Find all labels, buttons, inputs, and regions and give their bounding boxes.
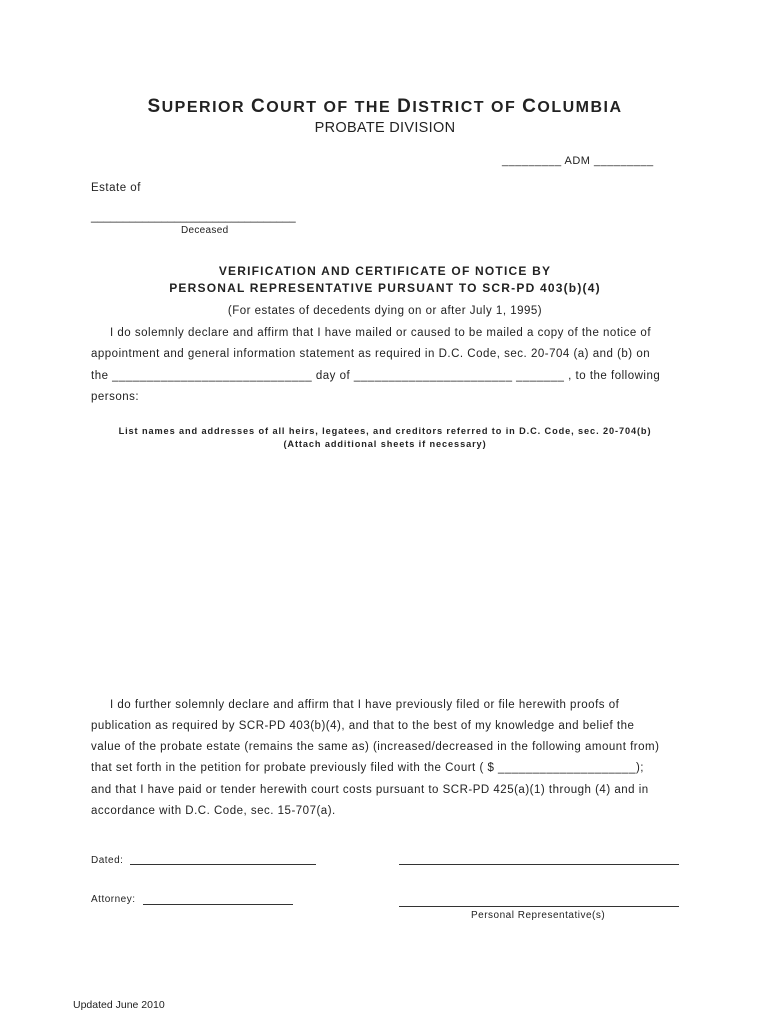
decedent-name-field[interactable]: ________________________________	[91, 211, 296, 223]
paragraph2-line: I do further solemnly declare and affirm that I have previously filed or file herewith proofs of	[110, 699, 620, 711]
paragraph2-line: accordance with D.C. Code, sec. 15-707(a).	[91, 805, 336, 817]
attorney-field[interactable]	[143, 904, 293, 905]
paragraph1-line: appointment and general information statement as required in D.C. Code, sec. 20-704 (a) and (b) on	[91, 348, 651, 360]
dated-field[interactable]	[130, 864, 316, 865]
court-title: SUPERIOR COURT OF THE DISTRICT OF COLUMBIA	[147, 96, 623, 117]
paragraph2-line: and that I have paid or tender herewith court costs pursuant to SCR-PD 425(a)(1) through (4) and in	[91, 784, 649, 796]
paragraph1-date-line[interactable]: the _____________________________ day of _______________________ _______ , to the following	[91, 370, 661, 382]
form-title-line-1: VERIFICATION AND CERTIFICATE OF NOTICE BY	[218, 264, 552, 278]
deceased-label: Deceased	[181, 225, 229, 236]
paragraph2-line: value of the probate estate (remains the same as) (increased/decreased in the following amount from)	[91, 741, 660, 753]
paragraph2-line: publication as required by SCR-PD 403(b)(4), and that to the best of my knowledge and belief the	[91, 720, 635, 732]
updated-date: Updated June 2010	[73, 999, 165, 1011]
paragraph1-line: persons:	[91, 391, 140, 403]
adm-number-field[interactable]: _________ ADM _________	[502, 155, 654, 167]
instructions-line-1: List names and addresses of all heirs, legatees, and creditors referred to in D.C. Code, sec. 20-704(b)	[118, 426, 652, 436]
personal-rep-label: Personal Representative(s)	[471, 910, 606, 921]
paragraph2-amount-line[interactable]: that set forth in the petition for probate previously filed with the Court ( $ ____________________);	[91, 762, 644, 774]
dated-label: Dated:	[91, 855, 124, 866]
personal-rep-signature-line-1[interactable]	[399, 864, 679, 865]
division-title: PROBATE DIVISION	[314, 120, 456, 136]
instructions-line-2: (Attach additional sheets if necessary)	[283, 439, 487, 449]
attorney-label: Attorney:	[91, 894, 136, 905]
estate-of-label: Estate of	[91, 182, 141, 194]
personal-rep-signature-line-2[interactable]	[399, 906, 679, 907]
form-subtitle: (For estates of decedents dying on or after July 1, 1995)	[227, 305, 543, 317]
paragraph1-line: I do solemnly declare and affirm that I have mailed or caused to be mailed a copy of the notice of	[110, 327, 652, 339]
form-title-line-2: PERSONAL REPRESENTATIVE PURSUANT TO SCR-PD 403(b)(4)	[169, 281, 601, 295]
